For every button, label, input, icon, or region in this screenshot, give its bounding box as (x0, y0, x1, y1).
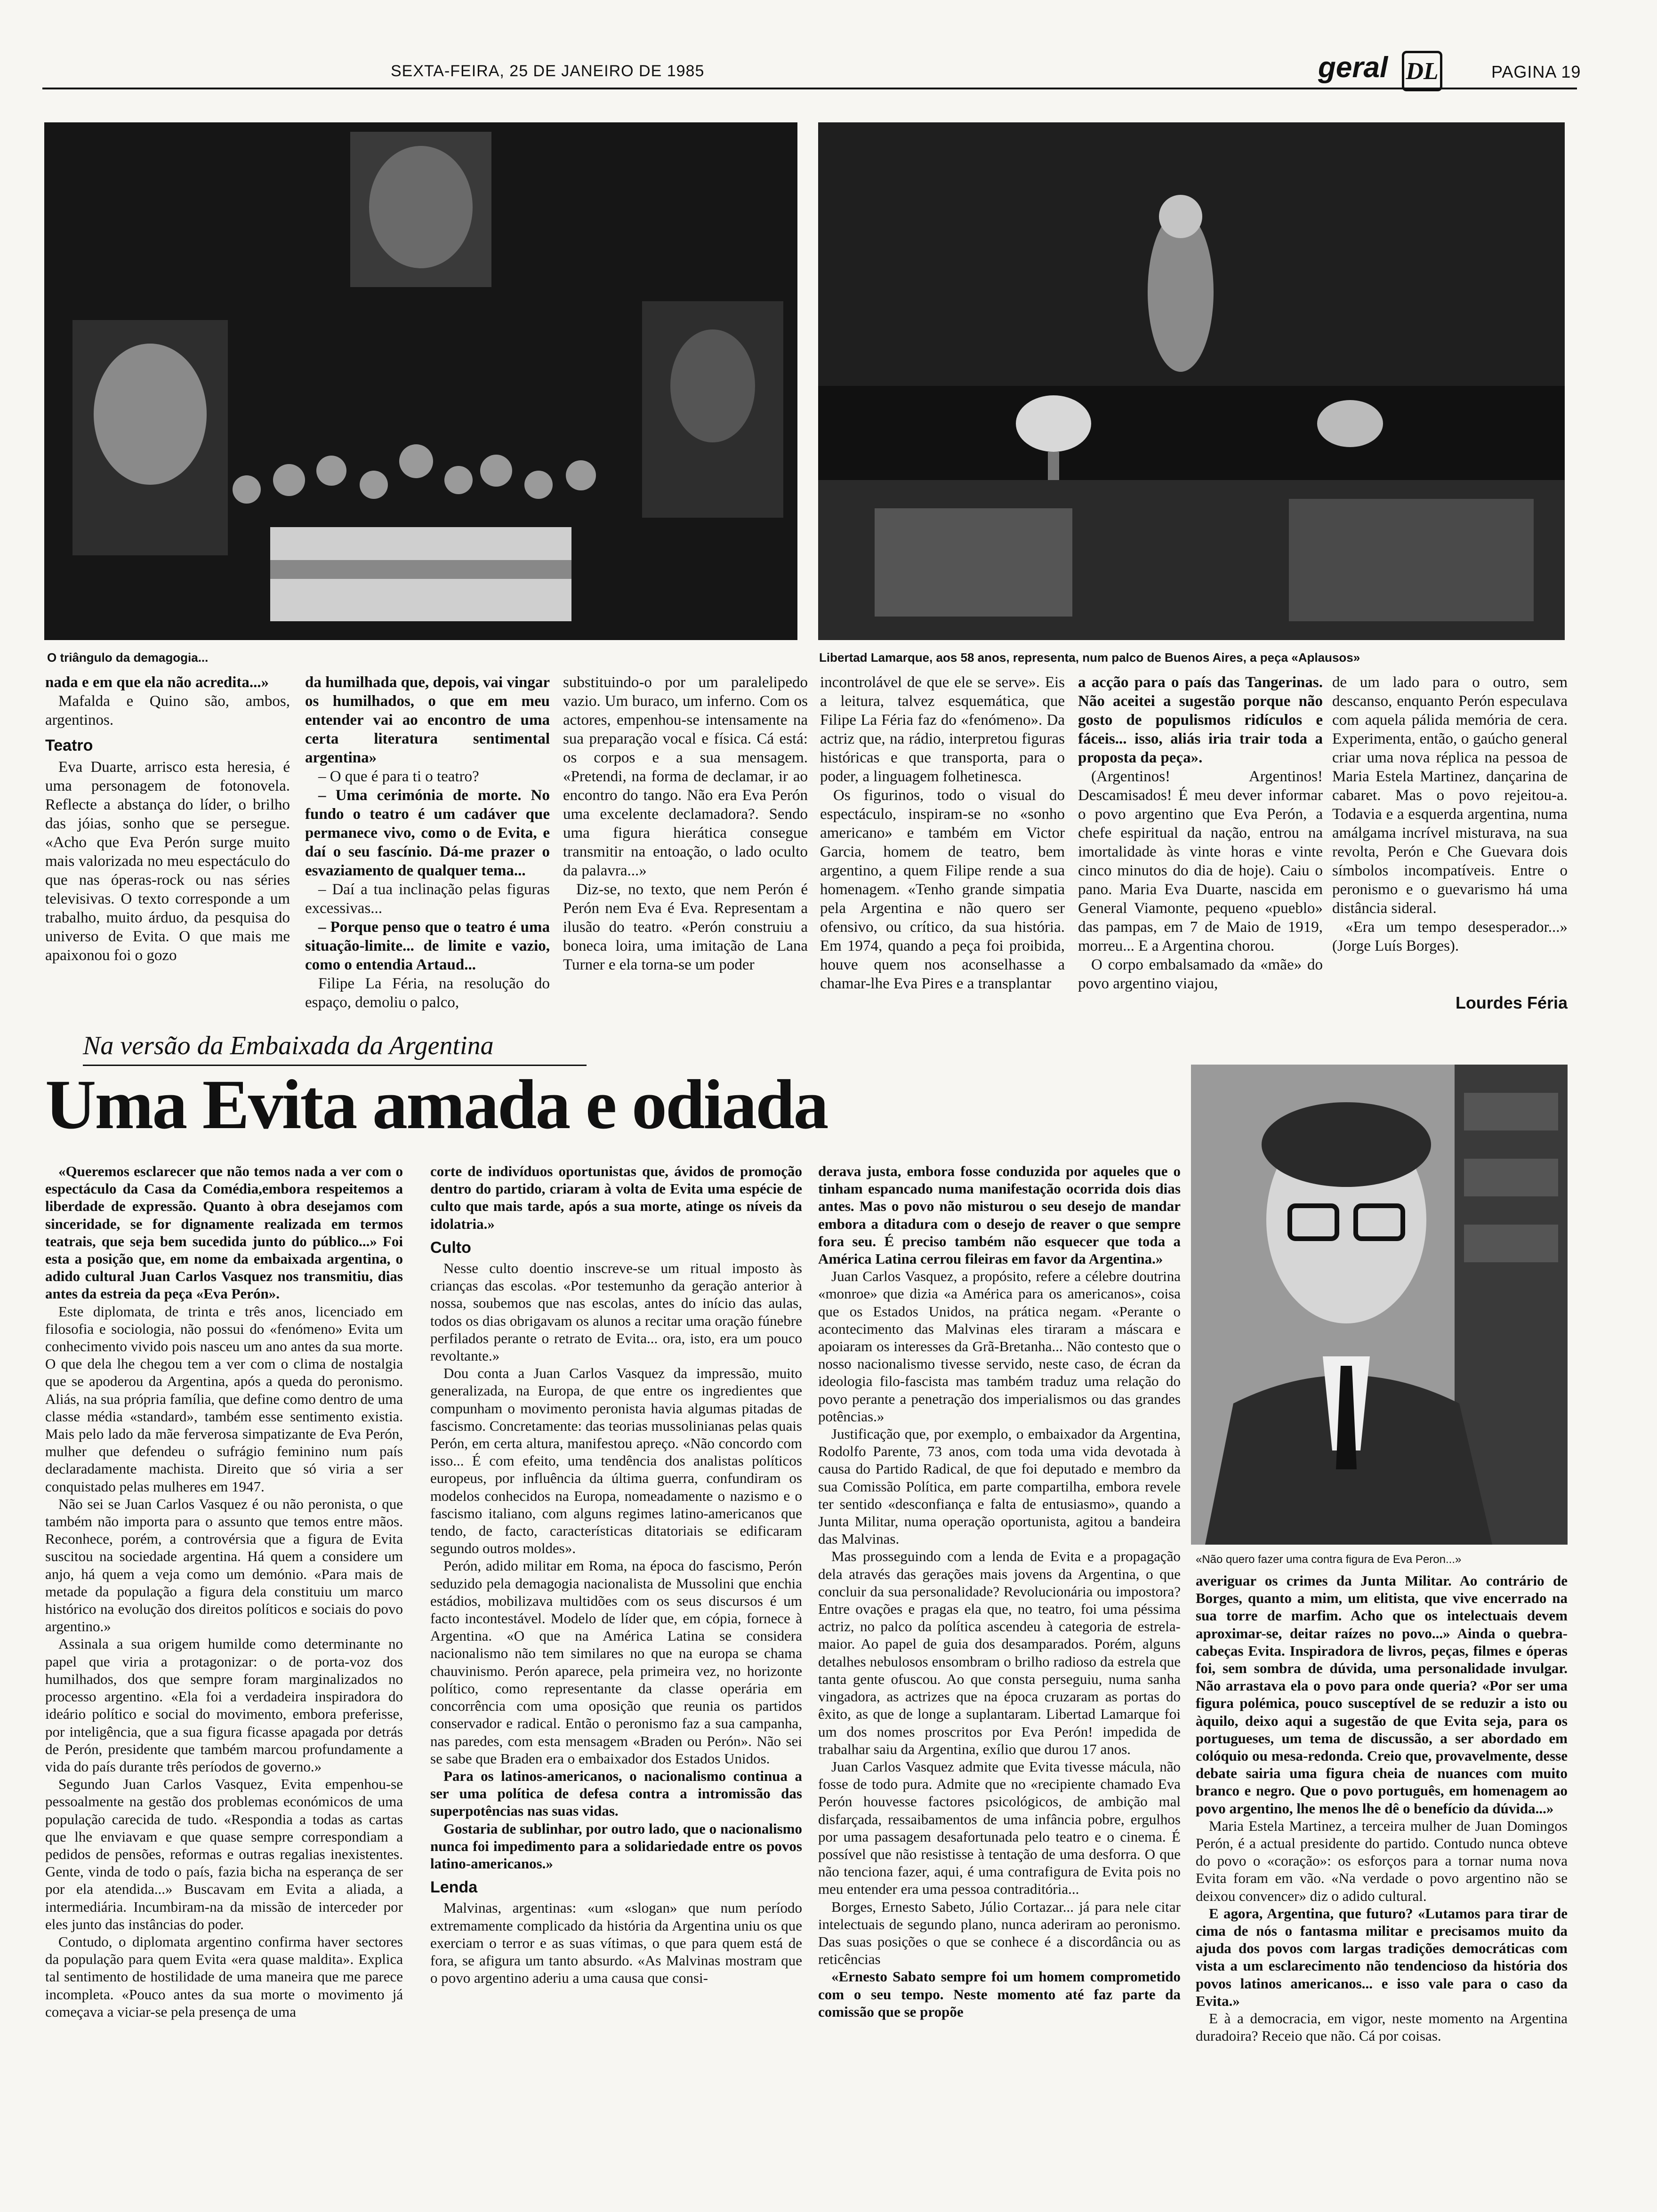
review-column-2 (305, 673, 550, 1021)
article-column-3 (818, 1162, 1181, 2165)
review-text: substituindo-o por um paralelipedo vazio. Um buraco, um inferno. Com os actores, empenhou-se intensamente na sua preparação vocal e física. Cá está: os corpos e a sua mensagem. «Pretendi, na forma de declamar, ir ao encontro do tango. Não era Eva Perón uma excelente declamadora?. Sendo uma figura hierática consegue transmitir na entoação, o lado oculto da palavra...» (563, 674, 808, 879)
review-text: Eva Duarte, arrisco esta heresia, é uma personagem de fotonovela. Reflecte a abstança do líder, o brilho das jóias, sonho que se persegue. «Acho que Eva Perón surge muito mais valorizada no meu espectáculo do que nas óperas-rock ou nas séries televisivas. O texto corresponde a um trabalho, muito árduo, da pesquisa do universo de Evita. O que mais me apaixonou foi o gozo (45, 759, 290, 964)
photo-caption-left: O triângulo da demagogia... (47, 650, 209, 665)
article-text: averiguar os crimes da Junta Militar. Ao contrário de Borges, quanto a mim, um elitista, que vive encerrado na sua torre de marfim. Acho que os intelectuais devem aproximar-se, deitar raízes no povo...» Ainda o quebra-cabeças Evita. Inspiradora de livros, peças, filmes e óperas foi, sem sombra de dúvida, uma personalidade invulgar. Não arrastava ela o povo para onde queria? «Por ser uma figura polémica, pouco susceptível de se reduzir a isto ou àquilo, deixo aqui a sugestão de que Evita seja, para os portugueses, um tema de discussão, a ser abordado em colóquio ou mesa-redonda. Creio que, provavelmente, desse debate sairia uma figura cheia de nuances com muito branco e negro. Que o povo português, em homenagem ao povo argentino, lhe menos lhe dê o benefício da dúvida...» (1196, 1572, 1568, 1817)
article-text: E à a democracia, em vigor, neste momento na Argentina duradoira? Receio que não. Cá por coisas. (1196, 2010, 1568, 2044)
article-text: Maria Estela Martinez, a terceira mulher de Juan Domingos Perón, é a actual presidente do partido. Contudo nunca obteve do povo o «coração»: os esforços para a tornar numa nova Evita foram em vão. «Na verdade o povo argentino não se deixou convencer» diz o adido cultural. (1196, 1817, 1568, 1904)
review-text: Filipe La Féria, na resolução do espaço, demoliu o palco, (305, 975, 550, 1011)
section-label: geral (1318, 51, 1388, 84)
review-text: Os figurinos, todo o visual do espectáculo, inspiram-se no «sonho americano» e também em Victor Garcia, homem de teatro, bem argentino, a quem Filipe rende a sua homenagem. «Tenho grande simpatia pela Argentina e não quero ser ofensivo, ou crítico, da sua história. Em 1974, quando a peça foi proibida, houve quem nos aconselhasse a chamar-lhe Eva Pires e a transplantar (820, 787, 1065, 992)
review-text: nada e em que ela não acredita...» (45, 674, 269, 691)
photo-caption-right: Libertad Lamarque, aos 58 anos, representa, num palco de Buenos Aires, a peça «Aplausos» (819, 650, 1360, 665)
article-kicker: Na versão da Embaixada da Argentina (83, 1031, 494, 1060)
review-column-6 (1332, 673, 1568, 988)
portrait-figure-icon (1191, 1065, 1568, 1545)
review-byline: Lourdes Féria (1455, 993, 1568, 1012)
review-text: «Era um tempo desesperador...» (Jorge Luís Borges). (1332, 919, 1568, 954)
review-subhead-teatro: Teatro (45, 737, 93, 754)
article-text: Malvinas, argentinas: «um «slogan» que num período extremamente complicado da história da Argentina uniu os que exerciam o terror e as suas vítimas, o que para quem está de fora, se afigura um tanto absurdo. «As Malvinas mostram que o povo argentino aderiu a uma causa que consi- (430, 1899, 802, 1987)
review-text: Mafalda e Quino são, ambos, argentinos. (45, 693, 290, 729)
article-text: Contudo, o diplomata argentino confirma haver sectores da população para quem Evita «era quase maldita». Explica tal sentimento de hostilidade de uma maneira que me parece incompleta. «Pouco antes da sua morte o movimento já começava a viciar-se pela presença de uma (45, 1933, 403, 2020)
article-text: «Queremos esclarecer que não temos nada a ver com o espectáculo da Casa da Comédia,embora respeitemos a liberdade de expressão. Quanto à obra desejamos com sinceridade, se for dignamente realizada em termos teatrais, que seja bem sucedida junto do público...» Foi esta a posição que, em nome da embaixada argentina, o adido cultural Juan Carlos Vasquez nos transmitiu, dias antes da estreia da peça «Eva Perón». (45, 1163, 403, 1302)
article-text: E agora, Argentina, que futuro? «Lutamos para tirar de cima de nós o fantasma militar e precisamos muito da ajuda dos povos com largas tradições democráticas com vista a um esclarecimento não tendencioso da história dos povos latinos americanos... e isso vale para o caso da Evita.» (1196, 1905, 1568, 2009)
review-text: – O que é para ti o teatro? (318, 768, 479, 785)
article-text: Justificação que, por exemplo, o embaixador da Argentina, Rodolfo Parente, 73 anos, com toda uma vida devotada à causa do Partido Radical, de que foi deputado e membro da sua Comissão Política, em parte compartilha, embora revele ter sentido «desconfiança e falta de entusiasmo», quando a Junta Militar, numa operação oportunista, agitou a bandeira das Malvinas. (818, 1426, 1181, 1547)
article-text: Não sei se Juan Carlos Vasquez é ou não peronista, o que também não importa para o assunto que temos entre mãos. Reconhece, porém, a controvérsia que a figura de Evita suscitou na sociedade argentina. Há quem a considere um anjo, há quem a veja como um demónio. «Para mais de metade da população a figura dela constituiu um marco histórico na evolução dos direitos políticos e sociais do povo argentino.» (45, 1495, 403, 1635)
article-text: derava justa, embora fosse conduzida por aqueles que o tinham espancado numa manifestação ocorrida dois dias antes. Mas o povo não misturou o seu desejo de mandar embora a ditadura com o desejo de reaver o que sempre fora seu. É preciso também não esquecer que toda a América Latina cerrou fileiras em favor da Argentina.» (818, 1163, 1181, 1267)
review-text: a acção para o país das Tangerinas. Não aceitei a sugestão porque não gosto de populismos ridículos e fáceis... isso, aliás iria trair toda a proposta da peça». (1078, 674, 1323, 766)
portrait-caption: «Não quero fazer uma contra figura de Eva Peron...» (1196, 1553, 1462, 1566)
article-text: Borges, Ernesto Sabeto, Júlio Cortazar... já para nele citar intelectuais de segundo plano, nunca aderiram ao peronismo. Das suas posições o que se conhece é a discordância ou as reticências (818, 1898, 1181, 1968)
article-text: Este diplomata, de trinta e três anos, licenciado em filosofia e sociologia, não possui do «fenómeno» Evita um conhecimento vivido pois nasceu um ano antes da sua morte. O que dela lhe chegou tem a ver com o clima de nostalgia que se apoderou da Argentina, após a queda do peronismo. Aliás, na sua própria família, que define como dentro de uma classe média «standard», também esse sentimento existia. Mais pelo lado da mãe ferverosa simpatizante de Eva Perón, mulher que defendeu o sufrágio feminino num país declaradamente machista. Direito que só viria a ser conquistado pelas mulheres em 1947. (45, 1303, 403, 1495)
stage-scene-icon (818, 122, 1565, 640)
header-rule (42, 88, 1577, 89)
article-text: Nesse culto doentio inscreve-se um ritual imposto às crianças das escolas. «Por testemunho da geração anterior à nossa, soubemos que nas escolas, antes do início das aulas, todos os dias obrigavam os alunos a recitar uma oração fúnebre perfilados perante o retrato de Evita... ora, isto, era um pouco revoltante.» (430, 1260, 802, 1364)
article-text: Assinala a sua origem humilde como determinante no papel que viria a protagonizar: o de porta-voz dos humilhados, dos que sempre foram marginalizados no processo argentino. «Ela foi a verdadeira inspiradora do ideário político e social do movimento, embora preferisse, por inteligência, que a sua figura ficasse apagada por detrás de Perón, presidente que também marcou profundamente a vida do país durante três períodos de governo.» (45, 1635, 403, 1775)
article-text: Juan Carlos Vasquez, a propósito, refere a célebre doutrina «monroe» que dizia «a América para os americanos», coisa que os Estados Unidos, na prática negam. «Perante o acontecimento das Malvinas eles tiraram a máscara e apoiaram os interesses da Grã-Bretanha... Não contesto que o nosso nacionalismo tivesse servido, neste caso, de écran da ideologia filo-fascista mas também traduz uma relação do povo perante a penetração dos imperialismos ou das grandes potências.» (818, 1268, 1181, 1425)
article-text: Gostaria de sublinhar, por outro lado, que o nacionalismo nunca foi impedimento para a solidariedade entre os povos latino-americanos.» (430, 1820, 802, 1872)
article-text: «Ernesto Sabato sempre foi um homem comprometido com o seu tempo. Neste momento até faz parte da comissão que se propõe (818, 1968, 1181, 2020)
newspaper-logo-icon: DL (1402, 51, 1442, 91)
article-text: corte de indivíduos oportunistas que, ávidos de promoção dentro do partido, criaram à volta de Evita uma espécie de culto que mais tarde, após a sua morte, atinge os níveis da idolatria.» (430, 1163, 802, 1232)
article-text: Mas prosseguindo com a lenda de Evita e a propagação dela através das gerações mais jovens da Argentina, o que concluir da sua personalidade? Revolucionária ou impostora? Entre ovações e pragas ela que, no teatro, foi uma péssima actriz, no palco da política ascendeu à categoria de estrela-maior. Ao papel de guia dos desamparados. Porém, alguns detalhes nebulosos ensombram o brilho radioso da estrela que tanta gente ofuscou. Ao que consta perseguiu, numa sanha vingadora, as actrizes que na época cruzaram as portas do êxito, as que de longe a suplantaram. Libertad Lamarque foi um dos nomes proscritos por Eva Perón! impedida de trabalhar saiu da Argentina, exílio que durou 17 anos. (818, 1548, 1181, 1757)
photo-rally (44, 122, 797, 640)
review-text: Diz-se, no texto, que nem Perón é Perón nem Eva é Eva. Representam a ilusão do teatro. «Perón construiu a boneca loira, uma imitação de Lana Turner e ela torna-se um poder (563, 881, 808, 973)
article-text: Perón, adido militar em Roma, na época do fascismo, Perón seduzido pela demagogia nacionalista de Mussolini que enchia estádios, mobilizava multidões com os seus discursos é um facto incontestável. Modelo de líder que, em cópia, fornece à Argentina. «O que na América Latina se considera nacionalismo não tem similares no que na europa se chama chauvinismo. Perón aparece, pela primeira vez, no horizonte político, como representante da classe operária em concorrência com uma oposição que reunia os partidos conservador e radical. Então o peronismo faz a sua campanha, nas paredes, com esta mensagem «Braden ou Perón». Não sei se sabe que Braden era o embaixador dos Estados Unidos. (430, 1557, 802, 1767)
subhead-culto: Culto (430, 1238, 471, 1257)
review-text: da humilhada que, depois, vai vingar os humilhados, o que em meu entender vai ao encontro de uma certa literatura sentimental argentina» (305, 674, 550, 766)
header-date: SEXTA-FEIRA, 25 DE JANEIRO DE 1985 (391, 62, 705, 80)
review-text: de um lado para o outro, sem descanso, enquanto Perón especulava com aquela pálida memória de cera. Experimenta, então, o gaúcho general criar uma nova réplica na pessoa de Maria Estela Martinez, dançarina de cabaret. Mas o povo rejeitou-a. Todavia e a esquerda argentina, numa amálgama incrível misturava, na sua revolta, Perón e Che Guevara dois símbolos incompatíveis. Entre o peronismo e o guevarismo há uma distância sideral. (1332, 674, 1568, 917)
review-column-4 (820, 673, 1065, 1021)
review-column-5 (1078, 673, 1323, 1021)
article-text: Dou conta a Juan Carlos Vasquez da impressão, muito generalizada, na Europa, de que entre os ingredientes que compunham o movimento peronista havia algumas pitadas de fascismo. Concretamente: das teorias mussolinianas pelas quais Perón, em certa altura, manifestou apreço. «Não concordo com isso... É com efeito, uma tendência dos analistas políticos europeus, por influência da última guerra, confundiram os modelos conhecidos na Europa, nomeadamente o nazismo e o fascismo italiano, com alguns regimes latino-americanos que tendo, de facto, características ditatoriais se edificaram segundo outros moldes». (430, 1365, 802, 1557)
photo-stage (818, 122, 1565, 640)
article-text: Para os latinos-americanos, o nacionalismo continua a ser uma política de defesa contra a intromissão das superpotências nas suas vidas. (430, 1767, 802, 1819)
review-text: – Porque penso que o teatro é uma situação-limite... de limite e vazio, como o entendia Artaud... (305, 919, 550, 973)
review-column-3 (563, 673, 808, 1021)
article-column-1 (45, 1162, 403, 2165)
review-text: – Daí a tua inclinação pelas figuras excessivas... (305, 881, 550, 917)
review-text: O corpo embalsamado da «mãe» do povo argentino viajou, (1078, 956, 1323, 992)
subhead-lenda: Lenda (430, 1878, 478, 1897)
article-headline: Uma Evita amada e odiada (45, 1066, 828, 1144)
rally-scene-icon (44, 122, 797, 640)
review-text: (Argentinos! Argentinos! Descamisados! É meu dever informar o povo argentino que Eva Perón, a chefe espiritual da nação, entrou na imortalidade às vinte horas e vinte cinco minutos do dia de hoje). Caiu o pano. Maria Eva Duarte, nascida em General Viamonte, pequeno «pueblo» das pampas, em 7 de Maio de 1919, morreu... E a Argentina chorou. (1078, 768, 1323, 954)
page-number: PAGINA 19 (1491, 62, 1581, 81)
article-text: Juan Carlos Vasquez admite que Evita tivesse mácula, não fosse de todo pura. Admite que no «recipiente chamado Eva Perón houvesse factores psicológicos, de ambição mal disfarçada, ressaibamentos de uma infância pobre, ergulhos por uma passagem desafortunada pelo teatro e o cinema. É possível que não resistisse à tentação de uma desforra. O que não tenciona fazer, aqui, é uma contrafigura de Evita pois no meu entender era uma pessoa contraditória... (818, 1758, 1181, 1898)
article-text: Segundo Juan Carlos Vasquez, Evita empenhou-se pessoalmente na gestão dos problemas económicos de uma população carecida de tudo. «Respondia a todas as cartas que lhe enviavam e que quase sempre correspondiam a pedidos de pensões, reformas e outras regalias inexistentes. Gente, vinda de todo o país, fazia bicha na esperança de ser por ela atendida...» Buscavam em Evita a aliada, a intermediária. Incumbiram-na da missão de interceder por eles junto das instâncias do poder. (45, 1776, 403, 1932)
review-text: incontrolável de que ele se serve». Eis a leitura, talvez esquemática, que Filipe La Féria faz do «fenómeno». Da actriz que, na rádio, interpretou figuras históricas e que transporta, para o poder, a linguagem folhetinesca. (820, 674, 1065, 785)
review-column-1 (45, 673, 290, 1021)
review-text: – Uma cerimónia de morte. No fundo o teatro é um cadáver que permanece vivo, como o de Evita, e daí o seu fascínio. Dá-me prazer o esvaziamento de qualquer tema... (305, 787, 550, 879)
article-column-2 (430, 1162, 802, 2165)
article-column-4 (1196, 1572, 1568, 2165)
photo-portrait (1191, 1065, 1568, 1545)
